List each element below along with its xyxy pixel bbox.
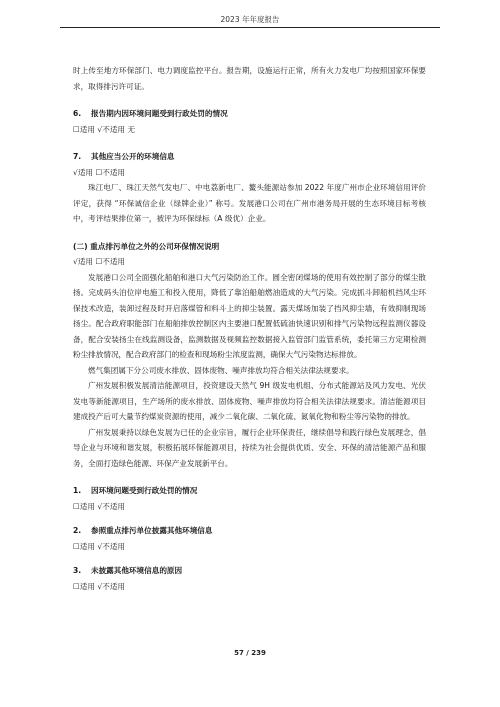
section-2-paragraph-4: 广州发展秉持以绿色发展为已任的企业宗旨，履行企业环保责任，继续倡导和践行绿色发展理念，倡导企业与环境和谐发展，积极拓展环保能源项目，持续为社会提供优质、安全、环保的清洁能源产品和服务，全面打造绿色能源、环保产业发展新平台。	[73, 427, 426, 468]
header-rule	[60, 27, 440, 28]
question-2-options: ☐适用 √不适用	[73, 541, 126, 551]
question-1-options: ☐适用 √不适用	[73, 501, 126, 511]
page-number: 57 / 239	[234, 649, 266, 657]
question-1-heading: 1. 因环境问题受到行政处罚的情况	[73, 486, 198, 495]
section-2-paragraph-1: 发展港口公司全面强化船舶和港口大气污染防治工作。圆全密闭煤场的使用有效控制了部分的煤尘散扬。完成码头泊位岸电施工和投入使用，降低了靠泊船舶燃油造成的大气污染。完成抓斗卸船机挡风尘环保技术改造，装卸过程及时开启落煤管和料斗上的抑尘装置。露天煤场加装了挡风抑尘墙，有效抑制现场扬尘。配合政府职能部门在船舶排放控制区内主要港口配置低硫油快速识别和排气污染物远程监测仪器设备，配合安装扬尘在线监测设备，监测数据及视频监控数据接入监管部门监管系统，委托第三方定期检测粉尘排放情况，配合政府部门的检查和现场粉尘浓度监测，确保大气污染物达标排放。	[73, 272, 426, 359]
section-2-options: √适用 ☐不适用	[73, 257, 126, 266]
question-2-heading: 2. 参照重点排污单位披露其他环境信息	[73, 526, 213, 535]
section-6-title: 报告期内因环境问题受到行政处罚的情况	[91, 109, 228, 118]
section-7-paragraph: 珠江电厂、珠江天然气发电厂、中电荔新电厂、鳌头能源站参加 2022 年度广州市企业环境信用评价评定，获得 “环保诚信企业（绿牌企业）” 称号。发展港口公司在广州市港务局开展的生态环境目标考核中，考评结果排位第一，被评为环保绿标（A 级优）企业。	[73, 183, 426, 223]
intro-paragraph: 时上传至地方环保部门、电力调度监控平台。报告期，设施运行正常，所有火力发电厂均按照国家环保要求，取得排污许可证。	[73, 66, 426, 91]
question-3-options: ☐适用 √不适用	[73, 581, 126, 591]
section-7-title: 其他应当公开的环境信息	[91, 152, 175, 161]
section-7-options: √适用 ☐不适用	[73, 167, 126, 177]
section-2-heading: (二) 重点排污单位之外的公司环保情况说明	[73, 241, 220, 251]
section-6-options: ☐适用 √不适用 无	[73, 124, 136, 134]
question-3-title: 未披露其他环境信息的原因	[91, 566, 183, 575]
page-content	[73, 63, 426, 594]
question-3-heading: 3. 未披露其他环境信息的原因	[73, 566, 183, 575]
section-7-heading: 7. 其他应当公开的环境信息	[73, 152, 175, 161]
section-2-paragraph-3: 广州发展积极发展清洁能源项目，投资建设天然气 9H 级发电机组、分布式能源站及风力发电、光伏发电等新能源项目，生产场所的废水排放、固体废物、噪声排放均符合相关法律法规要求。清洁能源项目建成投产后可大量节约煤炭资源的使用，减少二氧化碳、二氧化硫、氮氧化物和粉尘等污染物的排放。	[73, 381, 426, 421]
page-header: 2023 年年度报告	[220, 15, 280, 24]
question-1-title: 因环境问题受到行政处罚的情况	[91, 486, 198, 495]
section-2-paragraph-2: 燃气集团属下分公司废水排放、固体废物、噪声排放均符合相关法律法规要求。	[88, 365, 354, 375]
question-2-title: 参照重点排污单位披露其他环境信息	[91, 526, 213, 535]
section-6-heading: 6. 报告期内因环境问题受到行政处罚的情况	[73, 109, 228, 118]
